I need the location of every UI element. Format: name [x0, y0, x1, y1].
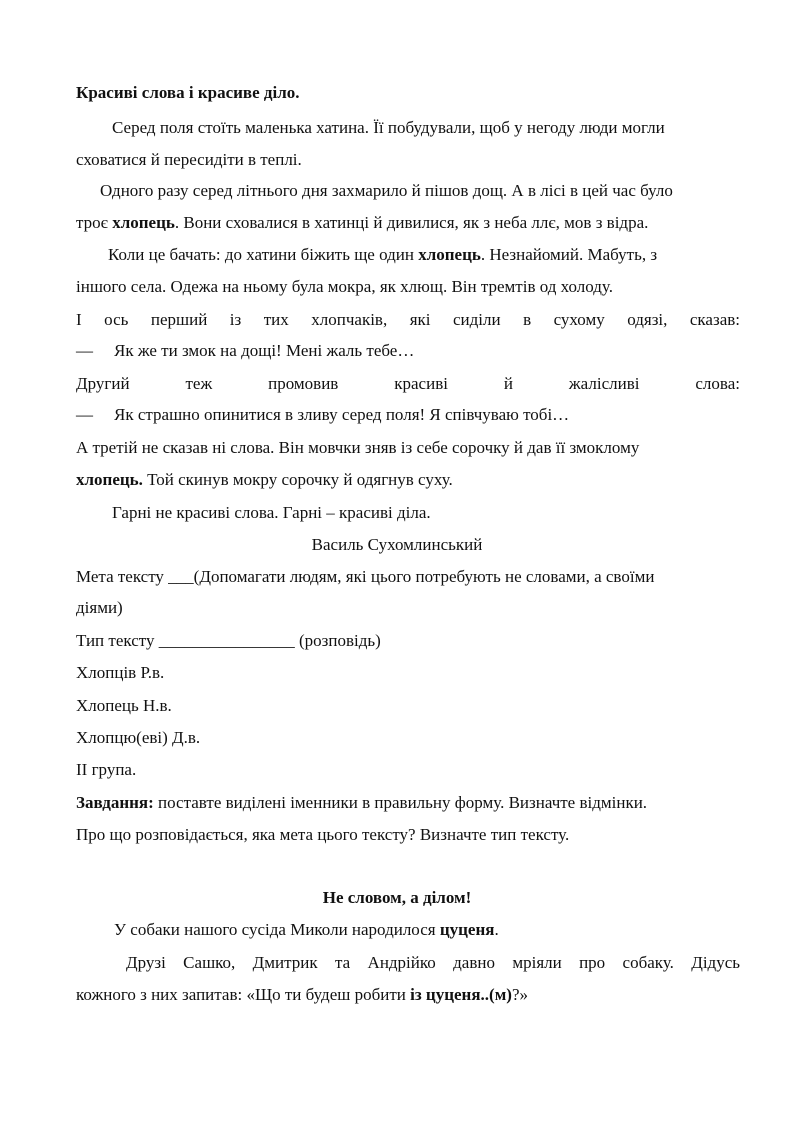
- grammar-note-1: Хлопців Р.в.: [76, 663, 165, 682]
- paragraph-4: І ось перший із тих хлопчаків, які сиділи в сухому одязі, сказав:: [76, 310, 740, 329]
- highlighted-noun: хлопець: [112, 213, 175, 232]
- paragraph-2-line-2: троє хлопець. Вони сховалися в хатинці й дивилися, як з неба ллє, мов з відра.: [76, 213, 649, 232]
- highlighted-noun: хлопець.: [76, 470, 143, 489]
- paragraph-3-line-1: Коли це бачать: до хатини біжить ще один хлопець. Незнайомий. Мабуть, з: [108, 245, 658, 264]
- paragraph-7: Гарні не красиві слова. Гарні – красиві діла.: [112, 503, 431, 522]
- highlighted-noun: хлопець: [418, 245, 481, 264]
- highlighted-noun: із цуценя..(м): [410, 985, 512, 1004]
- paragraph-1-line-1: Серед поля стоїть маленька хатина. Її побудували, щоб у негоду люди могли: [112, 118, 665, 137]
- paragraph-3-line-2: іншого села. Одежа на ньому була мокра, як хлющ. Він тремтів од холоду.: [76, 277, 613, 296]
- grammar-note-3: Хлопцю(еві) Д.в.: [76, 728, 201, 747]
- text-type-line: Тип тексту ________________ (розповідь): [76, 631, 381, 650]
- story-2-paragraph-2-line-1: Друзі Сашко, Дмитрик та Андрійко давно мріяли про собаку. Дідусь: [126, 953, 740, 972]
- quote-1: — Як же ти змок на дощі! Мені жаль тебе…: [76, 341, 415, 360]
- paragraph-5: Другий теж промовив красиві й жалісливі слова:: [76, 374, 740, 393]
- question-line: Про що розповідається, яка мета цього тексту? Визначте тип тексту.: [76, 825, 570, 844]
- paragraph-2-line-1: Одного разу серед літнього дня захмарило й пішов дощ. А в лісі в цей час було: [100, 181, 673, 200]
- grammar-note-2: Хлопець Н.в.: [76, 696, 172, 715]
- group-heading: ІІ група.: [76, 760, 137, 779]
- document-title: Красиві слова і красиве діло.: [76, 83, 300, 102]
- highlighted-noun: цуценя: [439, 920, 495, 939]
- story-2-paragraph-2-line-2: кожного з них запитав: «Що ти будеш робити із цуценя..(м)?»: [76, 985, 528, 1004]
- section-title: Не словом, а ділом!: [322, 888, 472, 907]
- author: Василь Сухомлинський: [311, 535, 483, 554]
- paragraph-6-line-2: хлопець. Той скинув мокру сорочку й одягнув суху.: [76, 470, 453, 489]
- task-line: Завдання: поставте виділені іменники в правильну форму. Визначте відмінки.: [76, 793, 648, 812]
- meta-line-2: діями): [76, 598, 123, 617]
- quote-2: — Як страшно опинитися в зливу серед поля! Я співчуваю тобі…: [76, 405, 570, 424]
- paragraph-6-line-1: А третій не сказав ні слова. Він мовчки зняв із себе сорочку й дав її змоклому: [76, 438, 640, 457]
- story-2-paragraph-1: У собаки нашого сусіда Миколи народилося цуценя.: [114, 920, 499, 939]
- paragraph-1-line-2: сховатися й пересидіти в теплі.: [76, 150, 302, 169]
- meta-line-1: Мета тексту ___(Допомагати людям, які цього потребують не словами, а своїми: [76, 567, 655, 586]
